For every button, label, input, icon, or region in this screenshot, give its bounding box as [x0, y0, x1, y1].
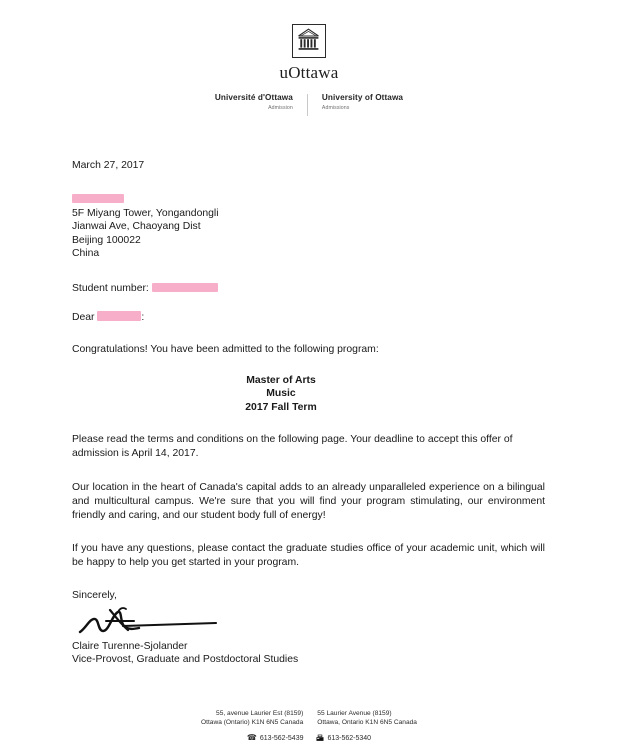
university-name-fr-text: Université d'Ottawa: [214, 93, 293, 102]
footer-address-en-line1: 55 Laurier Avenue (8159): [317, 710, 392, 717]
signoff-text: Sincerely,: [72, 589, 117, 601]
letter-body: [72, 160, 545, 667]
recipient-name-redacted: [72, 193, 545, 207]
footer-phone: [247, 734, 304, 742]
telephone-icon: ☎: [246, 733, 257, 742]
footer-address-fr-line2: Ottawa (Ontario) K1N 6N5 Canada: [201, 719, 304, 726]
salutation-prefix: Dear: [72, 311, 95, 323]
letterhead: [0, 24, 618, 116]
footer-fax-number: 613-562-5340: [327, 734, 372, 742]
student-number-row: [72, 283, 545, 294]
redaction-bar-student-number: [152, 283, 218, 292]
fax-icon: [316, 734, 324, 742]
paragraph-questions: If you have any questions, please contact the graduate studies office of your academic unit, which will be happy to help you get started in your program.: [72, 543, 545, 569]
signer-title: Vice-Provost, Graduate and Postdoctoral Studies: [72, 654, 299, 666]
letter-date: March 27, 2017: [72, 160, 145, 171]
classical-building-icon: [292, 24, 326, 58]
footer-phone-number: 613-562-5439: [259, 734, 304, 742]
uottawa-wordmark: uOttawa: [279, 63, 339, 82]
page-footer: [0, 709, 618, 742]
program-field: Music: [266, 388, 296, 400]
unit-name-en-text: Admissions: [321, 105, 350, 111]
program-term: 2017 Fall Term: [245, 401, 317, 413]
address-line-2: Jianwai Ave, Chaoyang Dist: [72, 221, 201, 233]
program-degree: Master of Arts: [246, 374, 316, 386]
unit-name-fr-text: Admission: [268, 105, 293, 111]
footer-address-english: [317, 709, 417, 727]
student-number-label: Student number:: [72, 282, 149, 294]
address-line-1: 5F Miyang Tower, Yongandongli: [72, 207, 219, 219]
address-line-3: Beijing 100022: [72, 234, 141, 246]
salutation-suffix: :: [141, 311, 145, 323]
footer-contact-block: [247, 734, 371, 742]
footer-address-en-line2: Ottawa, Ontario K1N 6N5 Canada: [317, 719, 417, 726]
paragraph-deadline: Please read the terms and conditions on the following page. Your deadline to accept this offer of admission is April 14, 2017.: [72, 434, 513, 460]
recipient-address-block: [72, 193, 545, 261]
signature-image: [76, 602, 236, 640]
footer-fax: [316, 734, 371, 742]
footer-address-block: [201, 709, 417, 727]
program-block: [72, 374, 545, 414]
address-line-4: China: [72, 248, 100, 260]
footer-address-fr-line1: 55, avenue Laurier Est (8159): [216, 710, 304, 717]
university-name-english: [308, 93, 417, 111]
congratulations-text: Congratulations! You have been admitted to the following program:: [72, 343, 379, 355]
salutation-row: [72, 312, 545, 323]
paragraph-location: Our location in the heart of Canada's capital adds to an already unparalleled experience on a bilingual and multicultural campus. We're sure that you will find your program stimulating, our environment friendly and caring, and our student body full of energy!: [72, 481, 545, 521]
bilingual-name-block: [201, 93, 417, 116]
redaction-bar-salutation-name: [97, 311, 141, 321]
redaction-bar-recipient-name: [72, 194, 124, 203]
university-name-en-text: University of Ottawa: [321, 93, 404, 102]
university-name-french: [201, 93, 307, 111]
signer-name: Claire Turenne-Sjolander: [72, 640, 188, 652]
footer-address-french: [201, 709, 303, 727]
